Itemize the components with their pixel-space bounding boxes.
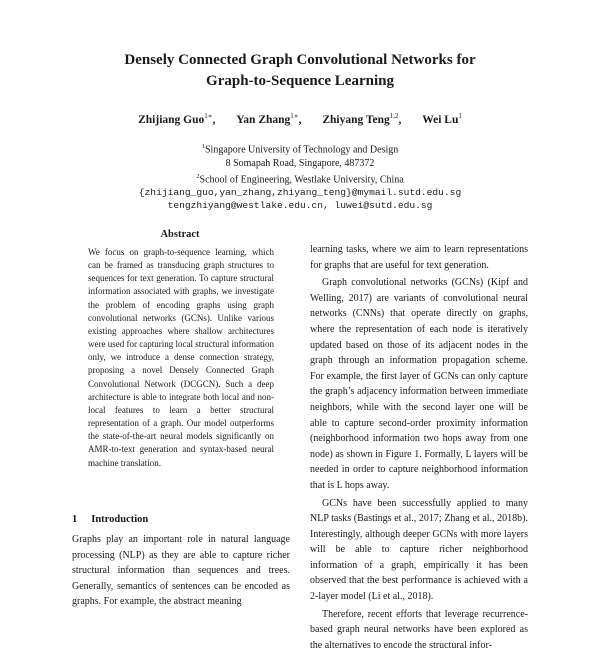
paragraph: Graph convolutional networks (GCNs) (Kipf and Welling, 2017) are variants of convolutional neural networks (CNNs) that operate directly on graphs, where the representation of each node is iteratively updated based on those of its adjacent nodes in the graph through an information propagation scheme. For example, the first layer of GCNs can only capture the graph’s adjacency information between immediate neighbors, while with the second layer one will be able to capture second-order proximity information (neighborhood information two hops away from one node) as shown in Figure 1. Formally, L layers will be needed in order to capture neighborhood information that is L hops away.	[310, 277, 528, 491]
title-line-2: Graph-to-Sequence Learning	[206, 73, 394, 89]
author: Zhiyang Teng$^{1,2}$,	[322, 112, 402, 126]
affiliations	[0, 140, 600, 213]
affiliation-1-address: 8 Somapah Road, Singapore, 487372	[225, 157, 375, 169]
author-list	[0, 112, 600, 126]
email-line-2: tengzhiyang@westlake.edu.cn, luwei@sutd.edu.sg	[167, 200, 433, 212]
paragraph: Graphs play an important role in natural language processing (NLP) as they are able to capture richer structural information than sequences and trees. Generally, semantics of sentences can be encoded as graphs. For example, the abstract meaning	[72, 534, 290, 607]
email-line-1: {zhijiang_guo,yan_zhang,zhiyang_teng}@mymail.sutd.edu.sg	[138, 187, 462, 199]
section-heading-introduction	[72, 514, 148, 525]
paragraph: Therefore, recent efforts that leverage recurrence-based graph neural networks have been explored as the alternatives to encode the structural infor-	[310, 608, 528, 651]
section-number: 1	[72, 514, 78, 525]
section-title: Introduction	[91, 514, 149, 525]
affiliation-2: $^2$School of Engineering, Westlake University, China	[196, 172, 404, 186]
abstract-heading: Abstract	[160, 229, 200, 240]
paper-title	[0, 50, 600, 92]
abstract-body: We focus on graph-to-sequence learning, which can be framed as transducing graph structures to sequences for text generation. To capture structural information associated with graphs, we investigate the problem of encoding graphs using graph convolutional networks (GCNs). Unlike various existing approaches where shallow architectures were used for capturing local structural information only, we introduce a dense connection strategy, proposing a novel Densely Connected Graph Convolutional Network (DCGCN). Such a deep architecture is able to integrate both local and non-local features to learn a better structural representation of a graph. Our model outperforms the state-of-the-art neural models significantly on AMR-to-text generation and syntax-based neural machine translation.	[88, 247, 274, 468]
author: Yan Zhang$^{1∗}$,	[236, 112, 302, 126]
title-line-1: Densely Connected Graph Convolutional Networks for	[124, 52, 476, 68]
affiliation-1: $^1$Singapore University of Technology and Design	[201, 143, 399, 156]
author: Zhijiang Guo$^{1∗}$,	[138, 112, 216, 126]
introduction-text	[72, 532, 290, 610]
paragraph: GCNs have been successfully applied to many NLP tasks (Bastings et al., 2017; Zhang et al., 2018b). Interestingly, although deeper GCNs with more layers will be able to capture richer neighborhood information of a graph, empirically it has been observed that the best performance is achieved with a 2-layer model (Li et al., 2018).	[310, 497, 528, 603]
paragraph: learning tasks, where we aim to learn representations for graphs that are useful for text generation.	[310, 244, 528, 271]
right-column	[310, 242, 528, 655]
author: Wei Lu$^1$	[422, 112, 462, 126]
